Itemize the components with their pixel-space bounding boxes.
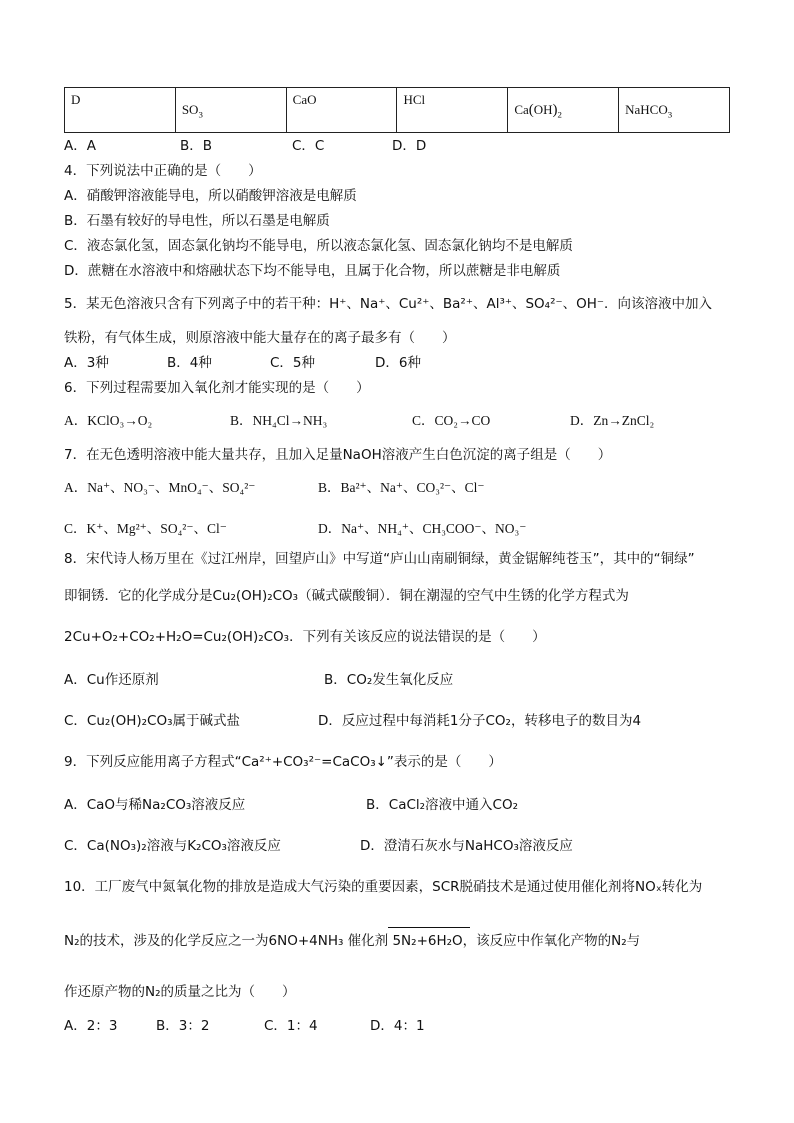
q6-option-a[interactable]: A．KClO₃→O₂: [64, 413, 153, 428]
reaction-bar: [388, 927, 470, 928]
answer-table: [64, 87, 730, 133]
q4-option-b[interactable]: B．石墨有较好的导电性，所以石墨是电解质: [64, 213, 330, 229]
q4-option-a[interactable]: A．硝酸钾溶液能导电，所以硝酸钾溶液是电解质: [64, 188, 357, 204]
q7-stem: 7．在无色透明溶液中能大量共存，且加入足量NaOH溶液产生白色沉淀的离子组是（ ）: [64, 447, 612, 463]
table-cell: NaHCO$_3$: [619, 88, 730, 133]
q6-option-d[interactable]: D．Zn→ZnCl₂: [570, 413, 655, 428]
q8-option-b[interactable]: B．CO₂发生氧化反应: [324, 672, 454, 688]
q3-option-d[interactable]: D．D: [392, 138, 427, 154]
q8-stem-line1: 8．宋代诗人杨万里在《过江州岸，回望庐山》中写道“庐山山南刷铜绿，黄金锯解纯苍玉”，其中的“铜绿”: [64, 551, 695, 567]
q5-option-a[interactable]: A．3种: [64, 355, 109, 371]
q7-option-c[interactable]: C．K⁺、Mg²⁺、SO₄²⁻、Cl⁻: [64, 521, 227, 536]
q9-option-c[interactable]: C．Ca(NO₃)₂溶液与K₂CO₃溶液反应: [64, 838, 281, 854]
q7-option-b[interactable]: B．Ba²⁺、Na⁺、CO₃²⁻、Cl⁻: [318, 480, 485, 495]
q7-option-a[interactable]: A．Na⁺、NO₃⁻、MnO₄⁻、SO₄²⁻: [64, 480, 256, 495]
q5-option-c[interactable]: C．5种: [270, 355, 316, 371]
q5-option-d[interactable]: D．6种: [375, 355, 421, 371]
q5-option-b[interactable]: B．4种: [167, 355, 212, 371]
q8-option-a[interactable]: A．Cu作还原剂: [64, 672, 159, 688]
q10-stem-line2: N₂的技术，涉及的化学反应之一为6NO+4NH₃ 催化剂 5N₂+6H₂O，该反应中作氧化产物的N₂与: [64, 933, 641, 949]
q10-stem-line1: 10．工厂废气中氮氧化物的排放是造成大气污染的重要因素，SCR脱硝技术是通过使用催化剂将NOₓ转化为: [64, 879, 703, 895]
q8-option-d[interactable]: D．反应过程中每消耗1分子CO₂，转移电子的数目为4: [318, 713, 642, 729]
q5-stem-line2: 铁粉，有气体生成，则原溶液中能大量存在的离子最多有（ ）: [64, 330, 456, 346]
q7-option-d[interactable]: D．Na⁺、NH₄⁺、CH₃COO⁻、NO₃⁻: [318, 521, 527, 536]
q10-stem-line3: 作还原产物的N₂的质量之比为（ ）: [64, 984, 296, 1000]
table-cell: $SO_3$: [175, 88, 286, 133]
q10-option-c[interactable]: C．1：4: [264, 1018, 318, 1034]
catalyst-arrow: [388, 893, 470, 928]
table-cell: CaO: [286, 88, 397, 133]
q10-option-d[interactable]: D．4：1: [370, 1018, 425, 1034]
q9-stem: 9．下列反应能用离子方程式“Ca²⁺+CO₃²⁻=CaCO₃↓”表示的是（ ）: [64, 754, 502, 770]
q6-option-b[interactable]: B．NH₄Cl→NH₃: [230, 413, 328, 428]
q9-option-a[interactable]: A．CaO与稀Na₂CO₃溶液反应: [64, 797, 246, 813]
q8-stem-line2: 即铜锈．它的化学成分是Cu₂(OH)₂CO₃（碱式碳酸铜）．铜在潮湿的空气中生锈的化学方程式为: [64, 588, 629, 604]
q3-option-c[interactable]: C．C: [292, 138, 325, 154]
q6-option-c[interactable]: C．CO₂→CO: [412, 413, 491, 428]
table-cell: D: [65, 88, 176, 133]
q8-option-c[interactable]: C．Cu₂(OH)₂CO₃属于碱式盐: [64, 713, 241, 729]
q8-stem-line3: 2Cu+O₂+CO₂+H₂O=Cu₂(OH)₂CO₃．下列有关该反应的说法错误的是（ ）: [64, 629, 546, 645]
q10-option-a[interactable]: A．2：3: [64, 1018, 118, 1034]
q10-option-b[interactable]: B．3：2: [156, 1018, 210, 1034]
q3-option-a[interactable]: A．A: [64, 138, 96, 154]
table-cell: HCl: [397, 88, 508, 133]
table-row: [65, 88, 730, 133]
q6-stem: 6．下列过程需要加入氧化剂才能实现的是（ ）: [64, 380, 370, 396]
q5-stem-line1: 5．某无色溶液只含有下列离子中的若干种：H⁺、Na⁺、Cu²⁺、Ba²⁺、Al³⁺、SO₄²⁻、OH⁻．向该溶液中加入: [64, 296, 713, 312]
q9-option-b[interactable]: B．CaCl₂溶液中通入CO₂: [366, 797, 519, 813]
q4-option-c[interactable]: C．液态氯化氢，固态氯化钠均不能导电，所以液态氯化氢、固态氯化钠均不是电解质: [64, 238, 573, 254]
q9-option-d[interactable]: D．澄清石灰水与NaHCO₃溶液反应: [360, 838, 573, 854]
table-cell: $Ca(OH)_2$: [508, 88, 619, 133]
q4-option-d[interactable]: D．蔗糖在水溶液中和熔融状态下均不能导电，且属于化合物，所以蔗糖是非电解质: [64, 263, 561, 279]
q3-option-b[interactable]: B．B: [180, 138, 213, 154]
q4-stem: 4．下列说法中正确的是（ ）: [64, 163, 262, 179]
